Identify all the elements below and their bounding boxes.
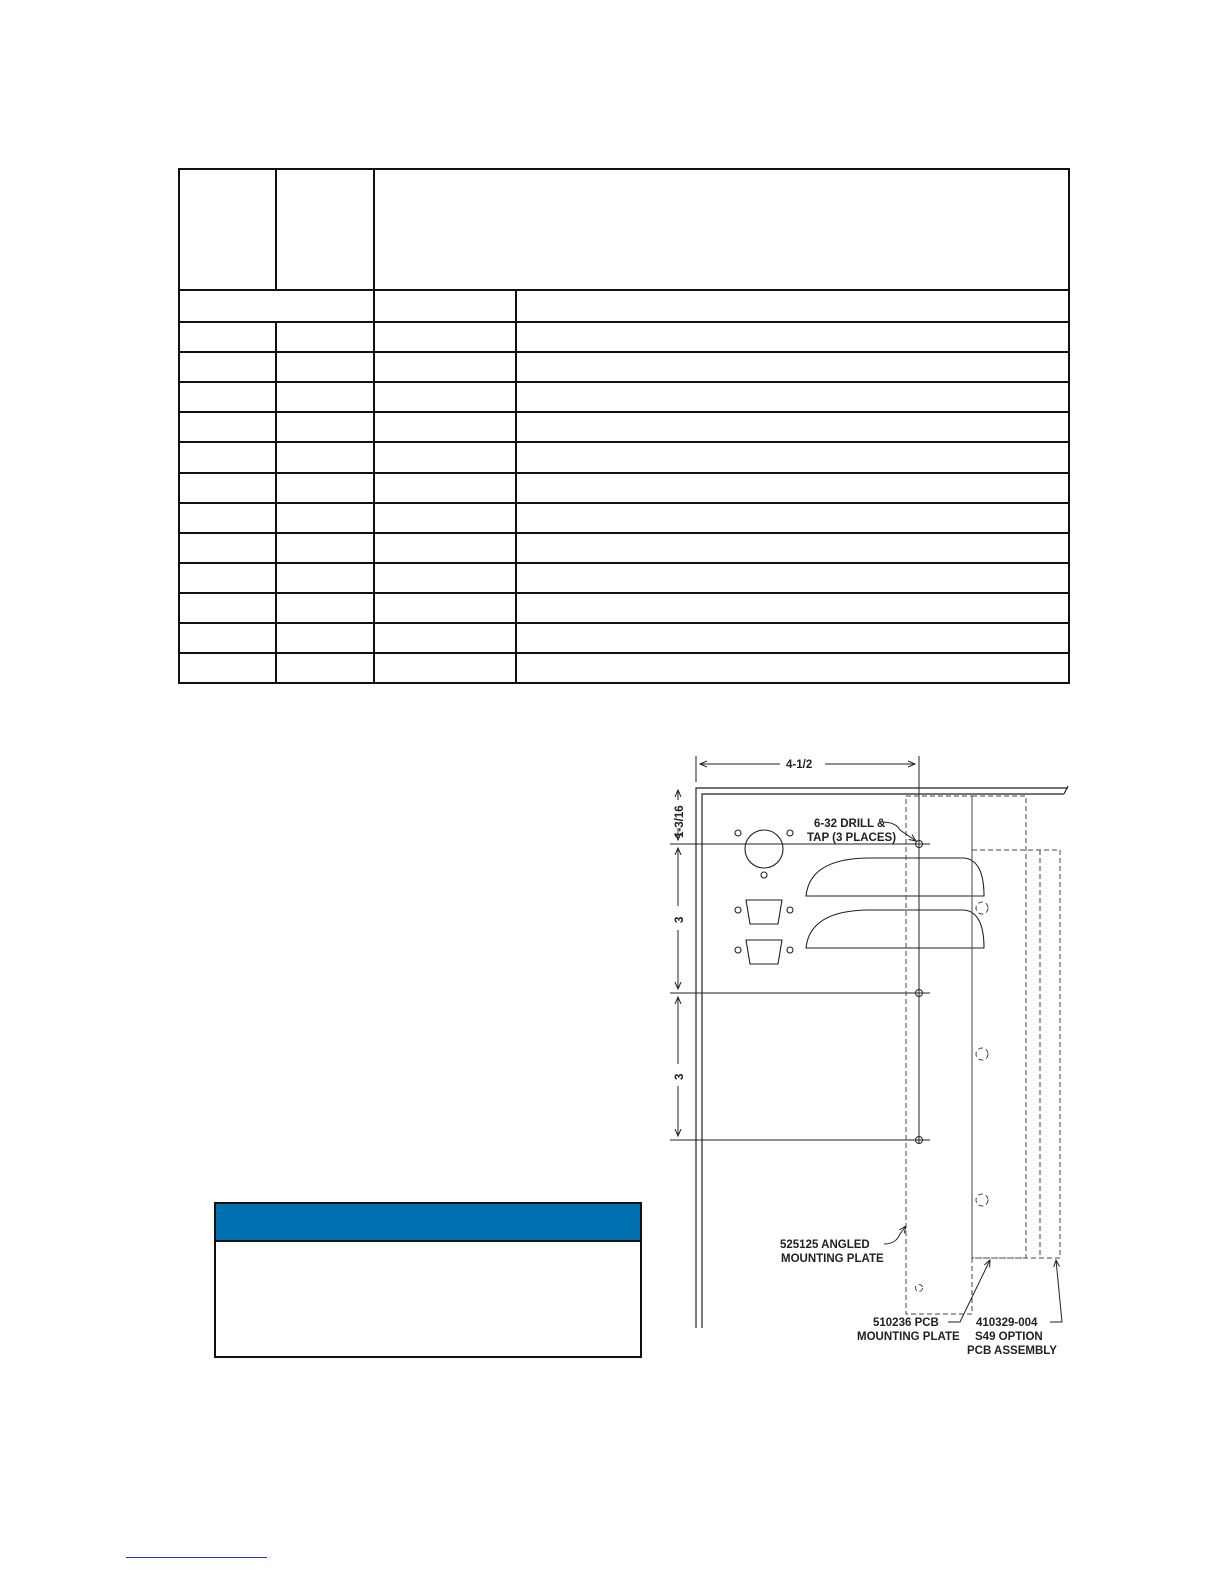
table-row	[179, 653, 1069, 683]
callout-pcb-line1: 510236 PCB	[873, 1317, 939, 1329]
table-cell	[179, 412, 276, 442]
table-cell	[276, 593, 374, 623]
dimension-top-label: 4-1/2	[786, 759, 813, 771]
callout-pcb-line2: MOUNTING PLATE	[857, 1331, 960, 1343]
table-row	[179, 593, 1069, 623]
table-cell	[516, 473, 1069, 503]
table-header-cell	[276, 169, 374, 290]
table-cell	[516, 653, 1069, 683]
table-cell	[374, 442, 516, 472]
table-cell	[374, 653, 516, 683]
table-cell	[516, 382, 1069, 412]
table-cell	[276, 533, 374, 563]
table-cell	[276, 503, 374, 533]
table-header-row	[179, 169, 1069, 290]
table-cell	[276, 412, 374, 442]
table-row	[179, 473, 1069, 503]
footer-link-rule[interactable]	[126, 1557, 267, 1558]
table-cell	[179, 442, 276, 472]
table-cell	[276, 563, 374, 593]
table-subheader-cell	[516, 290, 1069, 322]
table-cell	[179, 623, 276, 653]
table-cell	[374, 322, 516, 352]
callout-angled-line2: MOUNTING PLATE	[781, 1253, 884, 1265]
table-row	[179, 352, 1069, 382]
parts-table	[178, 168, 1070, 684]
table-row	[179, 623, 1069, 653]
table-cell	[179, 382, 276, 412]
table-subheader-row	[179, 290, 1069, 322]
table-row	[179, 533, 1069, 563]
table-row	[179, 442, 1069, 472]
table-cell	[276, 352, 374, 382]
panel-cutouts	[735, 830, 984, 964]
callout-option-line2: S49 OPTION	[975, 1331, 1043, 1343]
table-row	[179, 412, 1069, 442]
table-cell	[374, 503, 516, 533]
note-box	[214, 1202, 642, 1358]
table-cell	[516, 503, 1069, 533]
table-cell	[516, 593, 1069, 623]
table-subheader-cell	[374, 290, 516, 322]
table-row	[179, 382, 1069, 412]
table-cell	[374, 533, 516, 563]
table-cell	[276, 473, 374, 503]
table-cell	[374, 412, 516, 442]
callout-drill-line2: TAP (3 PLACES)	[807, 832, 897, 844]
table-cell	[179, 653, 276, 683]
table-cell	[374, 623, 516, 653]
table-cell	[374, 352, 516, 382]
table-cell	[516, 442, 1069, 472]
table-cell	[374, 593, 516, 623]
table-cell	[374, 382, 516, 412]
note-header-bar	[216, 1204, 640, 1242]
mounting-plates	[906, 796, 1060, 1314]
dimension-top	[696, 756, 919, 1143]
table-cell	[374, 563, 516, 593]
table-row	[179, 503, 1069, 533]
table-row	[179, 563, 1069, 593]
table-cell	[179, 563, 276, 593]
callout-drill-line1: 6-32 DRILL &	[814, 818, 886, 830]
dimension-side-top-label: 1-3/16	[674, 805, 686, 838]
table-cell	[179, 593, 276, 623]
table-subheader-cell	[179, 290, 374, 322]
mounting-diagram	[660, 748, 1080, 1368]
table-cell	[374, 473, 516, 503]
callout-option-line1: 410329-004	[976, 1317, 1038, 1329]
table-cell	[276, 382, 374, 412]
callout-angled-line1: 525125 ANGLED	[780, 1239, 870, 1251]
table-header-cell	[374, 169, 1069, 290]
table-cell	[179, 322, 276, 352]
table-cell	[276, 623, 374, 653]
table-cell	[516, 352, 1069, 382]
dimension-side-1-label: 3	[674, 916, 686, 923]
table-cell	[276, 322, 374, 352]
table-row	[179, 322, 1069, 352]
callout-option-line3: PCB ASSEMBLY	[967, 1345, 1057, 1357]
table-header-cell	[179, 169, 276, 290]
table-cell	[276, 442, 374, 472]
table-cell	[516, 563, 1069, 593]
table-cell	[179, 533, 276, 563]
table-cell	[179, 352, 276, 382]
table-cell	[516, 322, 1069, 352]
table-cell	[179, 473, 276, 503]
panel-outline	[696, 786, 1068, 1328]
table-cell	[179, 503, 276, 533]
dimension-side-2-label: 3	[674, 1073, 686, 1080]
table-cell	[516, 623, 1069, 653]
table-cell	[276, 653, 374, 683]
table-cell	[516, 533, 1069, 563]
table-cell	[516, 412, 1069, 442]
